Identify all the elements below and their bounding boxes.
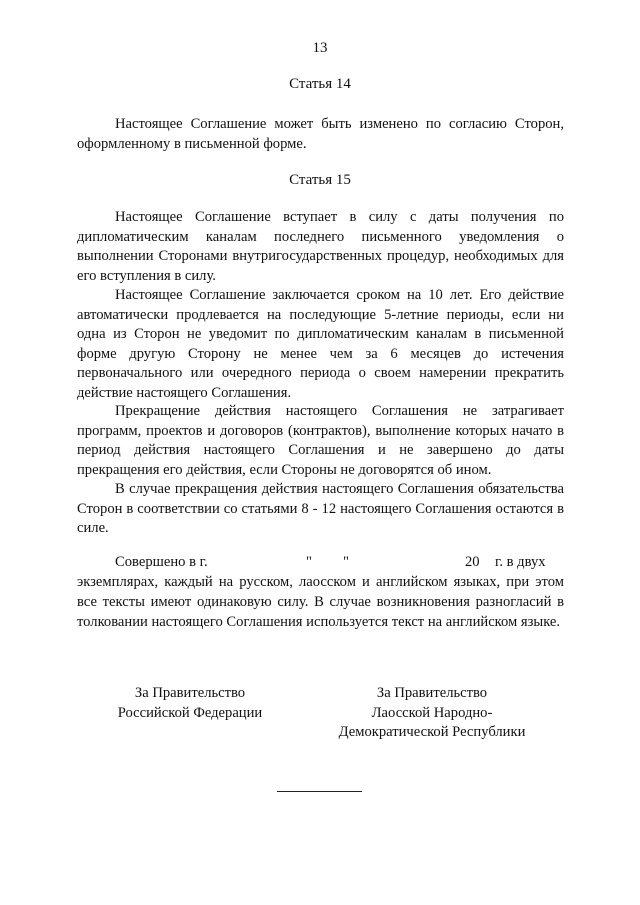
end-of-document-rule [277, 791, 362, 792]
signature-russia-line-1: За Правительство [134, 685, 246, 701]
year-suffix: г. в двух [495, 554, 546, 570]
signing-first-line [77, 552, 564, 572]
date-quote-close: " [343, 554, 349, 570]
signature-laos-line-2: Лаосской Народно- [371, 704, 493, 721]
signing-clause-text: экземплярах, каждый на русском, лаосском и английском языках, при этом все тексты имеют одинаковую силу. В случае возникновения разногласий в толковании настоящего Соглашения используется текст на английском языке. [77, 574, 564, 630]
signature-block-russia [95, 684, 285, 723]
signing-clause [77, 552, 564, 632]
article-15-paragraph-4: В случае прекращения действия настоящего Соглашения обязательства Сторон в соответствии со статьями 8 - 12 настоящего Соглашения остаются в силе. [77, 481, 564, 536]
article-15-paragraph-3: Прекращение действия настоящего Соглашения не затрагивает программ, проектов и договоров (контрактов), выполнение которых начато в период действия настоящего Соглашения и не завершено до даты прекращения его действия, если Стороны не договорятся об ином. [77, 403, 564, 478]
signature-block-laos [322, 684, 542, 743]
article-15-paragraph-1: Настоящее Соглашение вступает в силу с даты получения по дипломатическим каналам последнего письменного уведомления о выполнении Сторонами внутригосударственных процедур, необходимых для его вступления в силу. [77, 209, 564, 284]
signing-place-label: Совершено в г. [115, 554, 208, 570]
article-14-paragraph-1: Настоящее Соглашение может быть изменено по согласию Сторон, оформленному в письменной форме. [77, 116, 564, 152]
article-15-heading: Статья 15 [289, 172, 351, 188]
signature-laos-line-3: Демократической Республики [338, 724, 526, 740]
article-14-heading: Статья 14 [289, 76, 351, 92]
page-number: 13 [312, 40, 328, 56]
date-quote-open: " [306, 554, 312, 570]
signature-russia-line-2: Российской Федерации [117, 704, 263, 721]
year-prefix: 20 [465, 554, 480, 570]
article-15-paragraph-2: Настоящее Соглашение заключается сроком на 10 лет. Его действие автоматически продлевается на последующие 5-летние периоды, если ни одна из Сторон не уведомит по дипломатическим каналам в письменной форме другую Сторону не менее чем за 6 месяцев до истечения первоначального или очередного периода о своем намерении прекратить действие настоящего Соглашения. [77, 287, 564, 401]
signature-laos-line-1: За Правительство [376, 685, 488, 701]
